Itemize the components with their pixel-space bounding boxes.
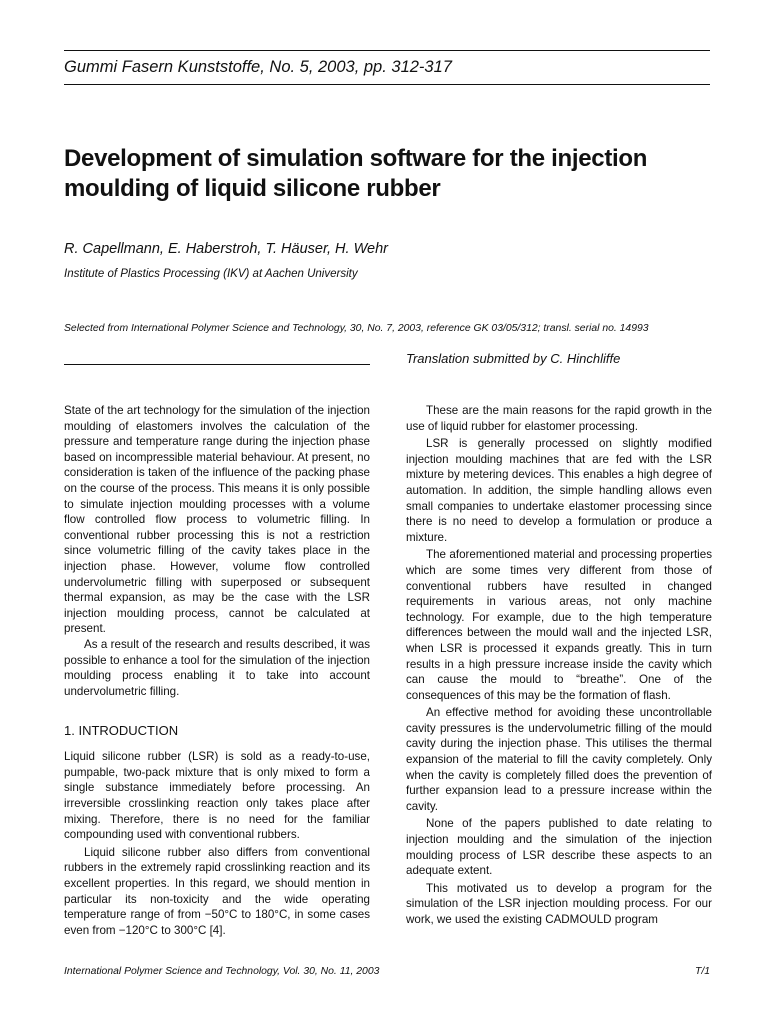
page-number: T/1 <box>694 966 710 977</box>
intro-paragraph-2: Liquid silicone rubber also differs from conventional rubbers in the extremely rapid crosslinking reaction and its excellent properties. In this regard, we should mention in particular its non-toxicity and the wide operating temperature range of from −50°C to 180°C, in some cases even from −120°C to 300°C [4]. <box>64 845 370 937</box>
header-bottom-rule <box>64 84 710 85</box>
left-column <box>64 403 370 938</box>
intro-paragraph-1: Liquid silicone rubber (LSR) is sold as a ready-to-use, pumpable, two-pack mixture that is only mixed to form a single substance immediately before processing. An irreversible crosslinking reaction only takes place after mixing. Therefore, there is no need for the familiar compounding used with conventional rubbers. <box>64 750 370 842</box>
translation-credit: Translation submitted by C. Hinchliffe <box>406 351 621 366</box>
body-paragraph-4: An effective method for avoiding these uncontrollable cavity pressures is the undervolumetric filling of the mould cavity during the injection phase. This utilises the thermal expansion of the material to fill the cavity completely. Only when the cavity is completely filled does the prevention of further expansion lead to a pressure increase within the cavity. <box>406 706 712 813</box>
source-reference: Selected from International Polymer Science and Technology, 30, No. 7, 2003, reference GK 03/05/312; transl. serial no. 14993 <box>64 323 649 334</box>
page-footer <box>64 965 710 979</box>
body-paragraph-2: LSR is generally processed on slightly modified injection moulding machines that are fed with the LSR mixture by metering devices. This enables a high degree of automation. In addition, the simple handling allows even small companies to undertake elastomer processing since there is no need to develop a formulation or produce a mixture. <box>406 437 712 544</box>
abstract-rule <box>64 364 370 365</box>
right-column <box>406 403 712 928</box>
author-list: R. Capellmann, E. Haberstroh, T. Häuser, H. Wehr <box>64 241 388 257</box>
top-rule <box>64 50 710 51</box>
body-paragraph-1: These are the main reasons for the rapid growth in the use of liquid rubber for elastomer processing. <box>406 404 712 433</box>
footer-journal: International Polymer Science and Technology, Vol. 30, No. 11, 2003 <box>64 966 380 977</box>
journal-header: Gummi Fasern Kunststoffe, No. 5, 2003, pp. 312-317 <box>64 58 452 76</box>
abstract-paragraph-2: As a result of the research and results described, it was possible to enhance a tool for the simulation of the injection moulding process enabling it to take into account undervolumetric filling. <box>64 637 370 698</box>
body-paragraph-5: None of the papers published to date relating to injection moulding and the simulation of the injection moulding process of LSR describe these aspects to an adequate extent. <box>406 817 712 878</box>
author-affiliation: Institute of Plastics Processing (IKV) at Aachen University <box>64 268 358 280</box>
abstract-paragraph-1: State of the art technology for the simulation of the injection moulding of elastomers involves the calculation of the pressure and temperature range during the injection phase based on incompressible material behaviour. At present, no consideration is taken of the influence of the packing phase on the course of the process. This means it is only possible to simulate injection moulding processes with a volume flow controlled flow process to volumetric filling. In conventional rubber processing this is not a restriction since volumetric filling of the cavity takes place in the injection phase. However, volume flow controlled undervolumetric filling with superposed or subsequent thermal expansion, as may be the case with the LSR injection moulding process, cannot be calculated at present. <box>64 404 370 636</box>
section-heading-introduction: 1. INTRODUCTION <box>64 723 179 739</box>
body-paragraph-6: This motivated us to develop a program for the simulation of the LSR injection moulding process. For our work, we used the existing CADMOULD program <box>406 881 712 926</box>
body-paragraph-3: The aforementioned material and processing properties which are some times very different from those of conventional rubbers have resulted in changed requirements in various areas, not only machine technology. For example, due to the high temperature differences between the mould wall and the injected LSR, when LSR is processed it expands greatly. This in turn results in a high pressure increase inside the cavity which can cause the mould to “breathe”. One of the consequences of this may be the formation of flash. <box>406 548 712 702</box>
article-title: Development of simulation software for the injection moulding of liquid silicone rubber <box>64 145 648 202</box>
